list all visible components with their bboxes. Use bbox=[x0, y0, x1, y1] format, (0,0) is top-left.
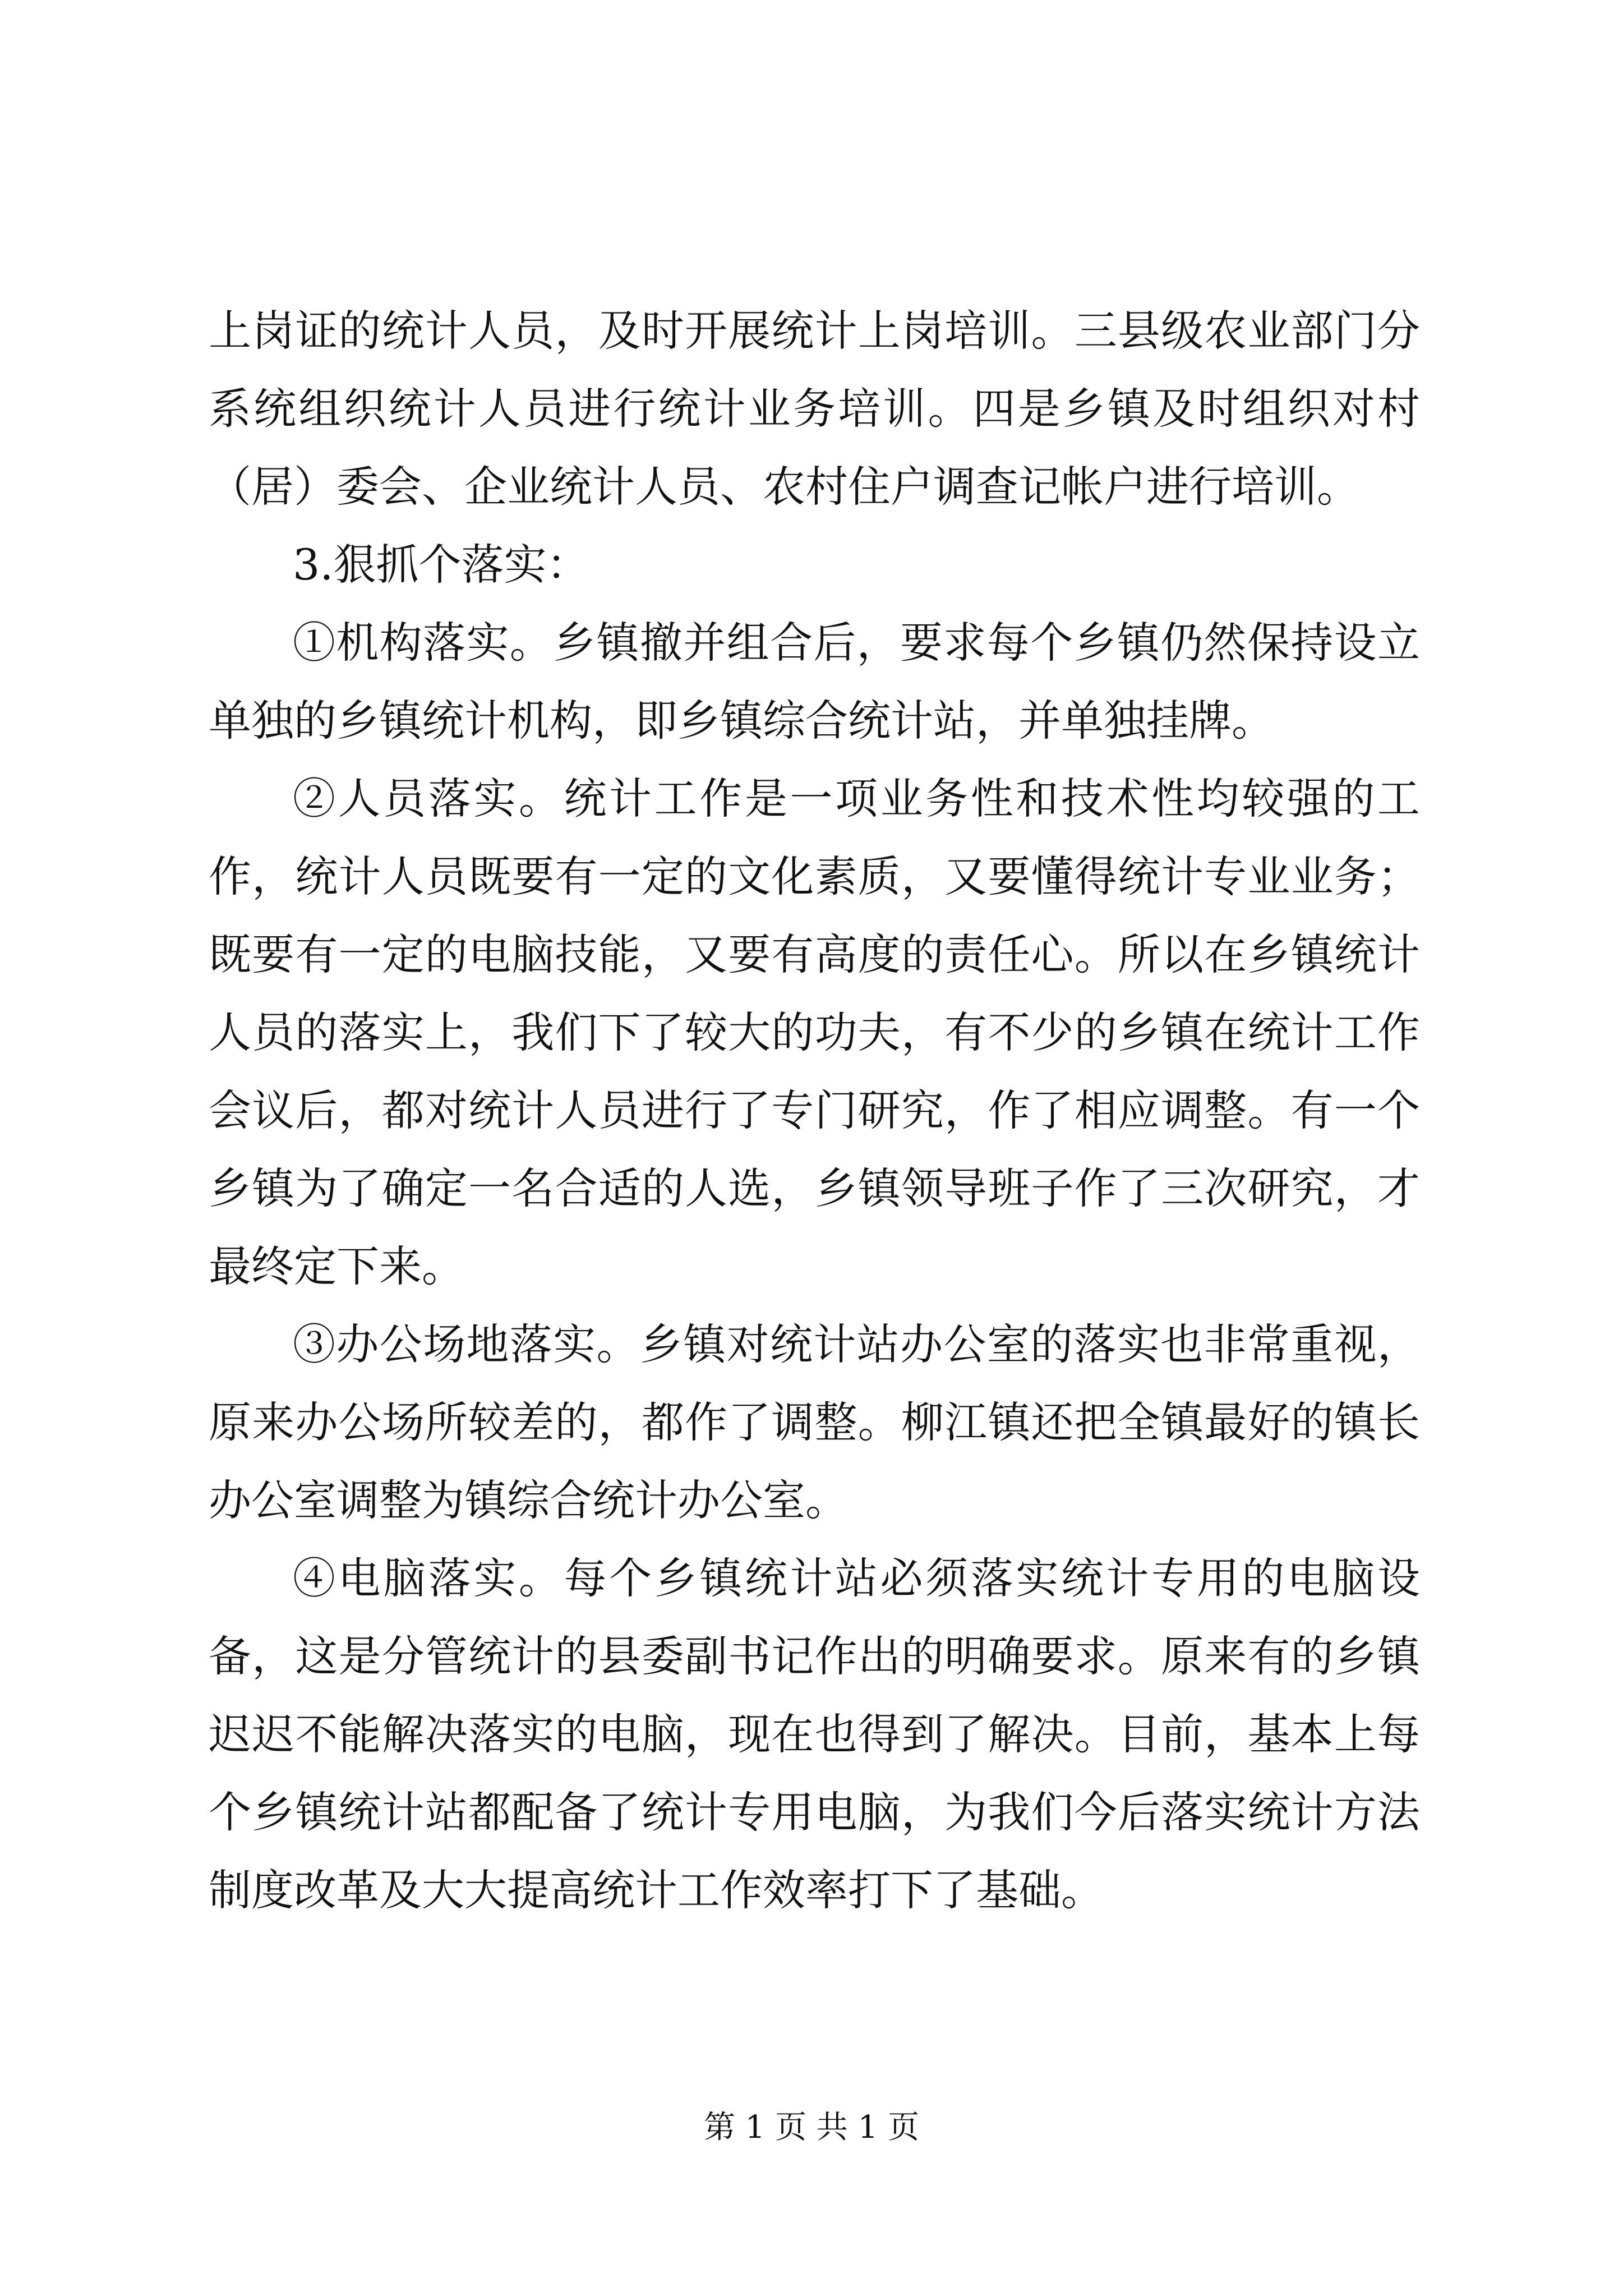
paragraph-personnel: ②人员落实。统计工作是一项业务性和技术性均较强的工作，统计人员既要有一定的文化素质，又要懂得统计专业业务；既要有一定的电脑技能，又要有高度的责任心。所以在乡镇统计人员的落实上，我们下了较大的功夫，有不少的乡镇在统计工作会议后，都对统计人员进行了专门研究，作了相应调整。有一个乡镇为了确定一名合适的人选，乡镇领导班子作了三次研究，才最终定下来。 bbox=[209, 774, 1420, 1291]
paragraph-organization: ①机构落实。乡镇撤并组合后，要求每个乡镇仍然保持设立单独的乡镇统计机构，即乡镇综合统计站，并单独挂牌。 bbox=[209, 618, 1420, 746]
paragraph-office-space: ③办公场地落实。乡镇对统计站办公室的落实也非常重视，原来办公场所较差的，都作了调整。柳江镇还把全镇最好的镇长办公室调整为镇综合统计办公室。 bbox=[209, 1319, 1420, 1525]
page-footer: 第 1 页 共 1 页 bbox=[703, 2109, 920, 2146]
paragraph-computers: ④电脑落实。每个乡镇统计站必须落实统计专用的电脑设备，这是分管统计的县委副书记作出的明确要求。原来有的乡镇迟迟不能解决落实的电脑，现在也得到了解决。目前，基本上每个乡镇统计站都配备了统计专用电脑，为我们今后落实统计方法制度改革及大大提高统计工作效率打下了基础。 bbox=[209, 1553, 1420, 1915]
document-body bbox=[209, 292, 1420, 1929]
paragraph-continuation: 上岗证的统计人员，及时开展统计上岗培训。三县级农业部门分系统组织统计人员进行统计业务培训。四是乡镇及时组织对村（居）委会、企业统计人员、农村住户调查记帐户进行培训。 bbox=[209, 306, 1420, 512]
section-heading: 3.狠抓个落实： bbox=[293, 540, 589, 590]
